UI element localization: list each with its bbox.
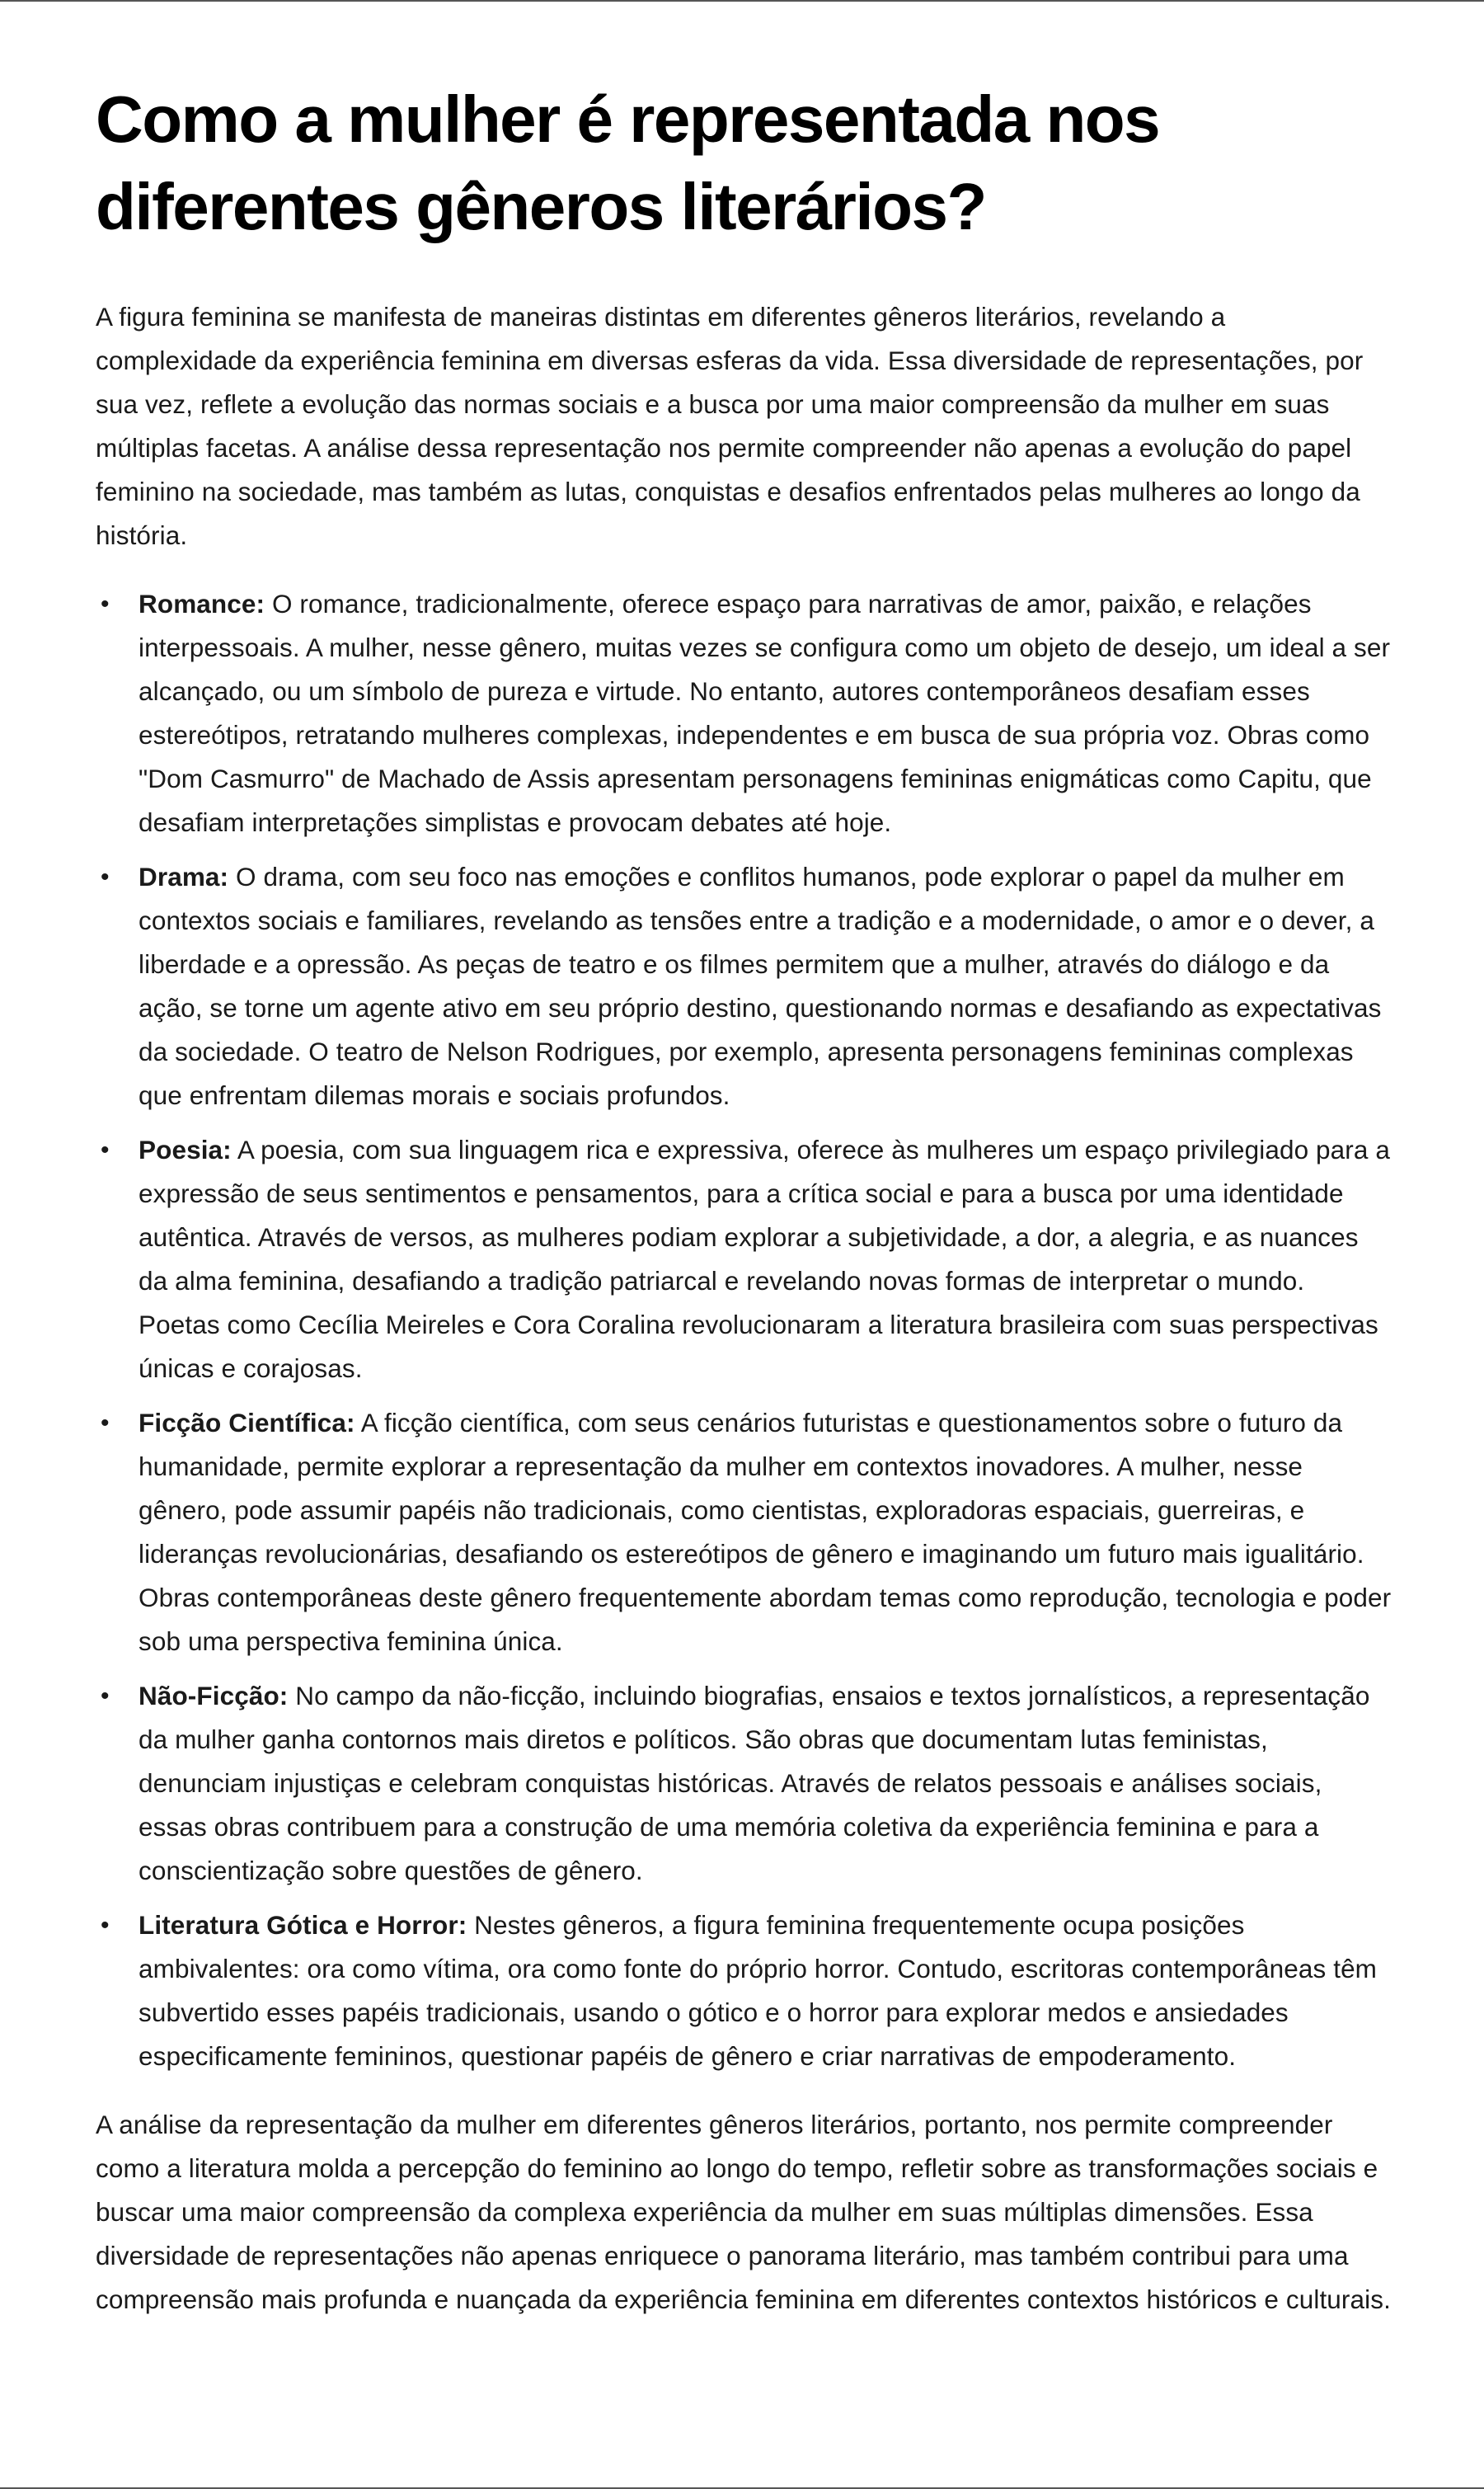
list-item-drama bbox=[96, 855, 1392, 1117]
item-text: No campo da não-ficção, incluindo biografias, ensaios e textos jornalísticos, a representação da mulher ganha contornos mais diretos e políticos. São obras que documentam lutas feministas, denunciam injustiças e celebram conquistas históricas. Através de relatos pessoais e análises sociais, essas obras contribuem para a construção de uma memória coletiva da experiência feminina e para a conscientização sobre questões de gênero. bbox=[139, 1681, 1370, 1885]
list-item-poesia bbox=[96, 1128, 1392, 1390]
conclusion-paragraph: A análise da representação da mulher em diferentes gêneros literários, portanto, nos permite compreender como a literatura molda a percepção do feminino ao longo do tempo, refletir sobre as transformações sociais e buscar uma maior compreensão da complexa experiência da mulher em suas múltiplas dimensões. Essa diversidade de representações não apenas enriquece o panorama literário, mas também contribui para uma compreensão mais profunda e nuançada da experiência feminina em diferentes contextos históricos e culturais. bbox=[96, 2110, 1391, 2314]
bullet-icon: • bbox=[101, 863, 110, 891]
list-item-ficcao-cientifica bbox=[96, 1401, 1392, 1663]
bullet-icon: • bbox=[101, 1409, 110, 1437]
genre-list bbox=[96, 582, 1392, 2078]
item-term: Drama: bbox=[139, 862, 229, 892]
article bbox=[96, 76, 1392, 2322]
item-term: Poesia: bbox=[139, 1135, 232, 1165]
top-divider bbox=[0, 0, 1484, 2]
item-term: Romance: bbox=[139, 589, 265, 619]
list-item-gotica-horror bbox=[96, 1903, 1392, 2078]
item-term: Não-Ficção: bbox=[139, 1681, 289, 1710]
bullet-icon: • bbox=[101, 1136, 110, 1164]
list-item-nao-ficcao bbox=[96, 1674, 1392, 1893]
item-text: A ficção científica, com seus cenários futuristas e questionamentos sobre o futuro da humanidade, permite explorar a representação da mulher em contextos inovadores. A mulher, nesse gênero, pode assumir papéis não tradicionais, como cientistas, exploradoras espaciais, guerreiras, e lideranças revolucionárias, desafiando os estereótipos de gênero e imaginando um futuro mais igualitário. Obras contemporâneas deste gênero frequentemente abordam temas como reprodução, tecnologia e poder sob uma perspectiva feminina única. bbox=[139, 1408, 1392, 1656]
item-text: O romance, tradicionalmente, oferece espaço para narrativas de amor, paixão, e relações interpessoais. A mulher, nesse gênero, muitas vezes se configura como um objeto de desejo, um ideal a ser alcançado, ou um símbolo de pureza e virtude. No entanto, autores contemporâneos desafiam esses estereótipos, retratando mulheres complexas, independentes e em busca de sua própria voz. Obras como "Dom Casmurro" de Machado de Assis apresentam personagens femininas enigmáticas como Capitu, que desafiam interpretações simplistas e provocam debates até hoje. bbox=[139, 589, 1391, 837]
bullet-icon: • bbox=[101, 1682, 110, 1710]
bullet-icon: • bbox=[101, 1912, 110, 1939]
item-text: Nestes gêneros, a figura feminina frequentemente ocupa posições ambivalentes: ora como vítima, ora como fonte do próprio horror. Contudo, escritoras contemporâneas têm subvertido esses papéis tradicionais, usando o gótico e o horror para explorar medos e ansiedades especificamente femininos, questionar papéis de gênero e criar narrativas de empoderamento. bbox=[139, 1910, 1378, 2071]
item-term: Ficção Científica: bbox=[139, 1408, 355, 1437]
intro-paragraph: A figura feminina se manifesta de maneiras distintas em diferentes gêneros literários, revelando a complexidade da experiência feminina em diversas esferas da vida. Essa diversidade de representações, por sua vez, reflete a evolução das normas sociais e a busca por uma maior compreensão da mulher em suas múltiplas facetas. A análise dessa representação nos permite compreender não apenas a evolução do papel feminino na sociedade, mas também as lutas, conquistas e desafios enfrentados pelas mulheres ao longo da história. bbox=[96, 302, 1364, 550]
item-text: A poesia, com sua linguagem rica e expressiva, oferece às mulheres um espaço privilegiado para a expressão de seus sentimentos e pensamentos, para a crítica social e para a busca por uma identidade autêntica. Através de versos, as mulheres podiam explorar a subjetividade, a dor, a alegria, e as nuances da alma feminina, desafiando a tradição patriarcal e revelando novas formas de interpretar o mundo. Poetas como Cecília Meireles e Cora Coralina revolucionaram a literatura brasileira com suas perspectivas únicas e corajosas. bbox=[139, 1135, 1390, 1383]
item-text: O drama, com seu foco nas emoções e conflitos humanos, pode explorar o papel da mulher em contextos sociais e familiares, revelando as tensões entre a tradição e a modernidade, o amor e o dever, a liberdade e a opressão. As peças de teatro e os filmes permitem que a mulher, através do diálogo e da ação, se torne um agente ativo em seu próprio destino, questionando normas e desafiando as expectativas da sociedade. O teatro de Nelson Rodrigues, por exemplo, apresenta personagens femininas complexas que enfrentam dilemas morais e sociais profundos. bbox=[139, 862, 1382, 1110]
item-term: Literatura Gótica e Horror: bbox=[139, 1910, 467, 1940]
bullet-icon: • bbox=[101, 590, 110, 618]
page-title: Como a mulher é representada nos diferentes gêneros literários? bbox=[96, 82, 1160, 243]
list-item-romance bbox=[96, 582, 1392, 845]
